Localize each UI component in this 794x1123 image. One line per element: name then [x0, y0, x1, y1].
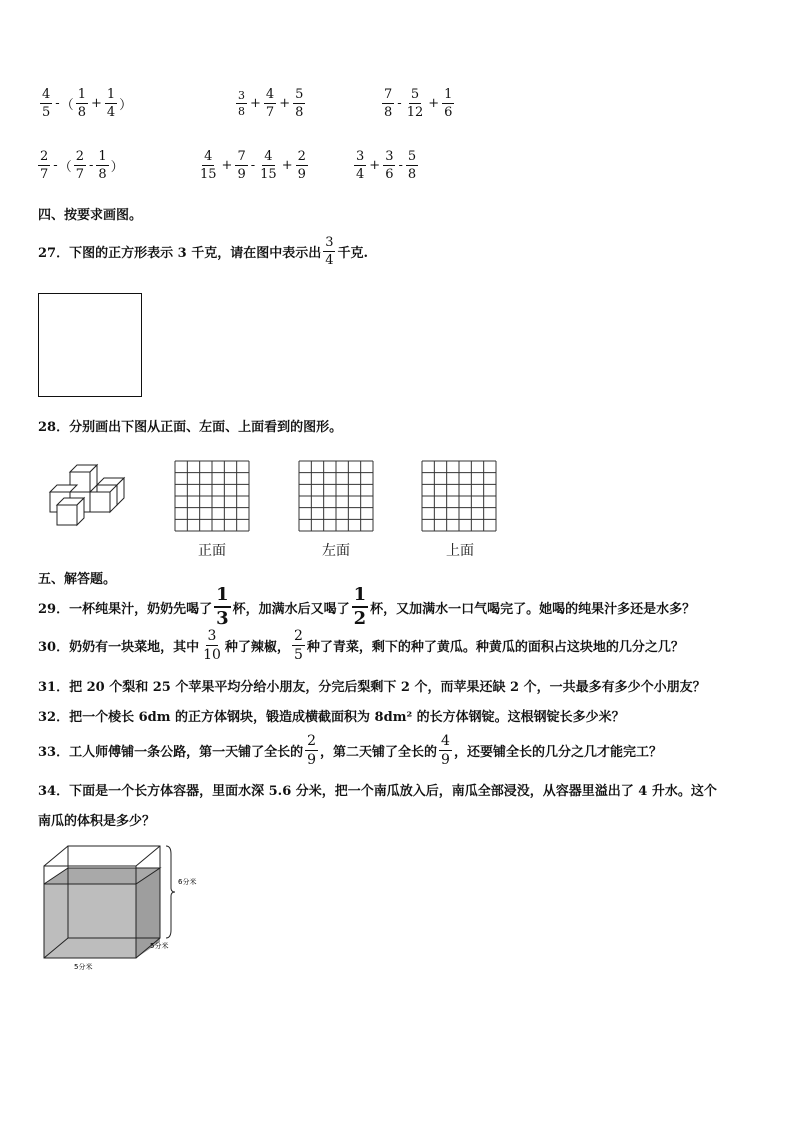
- question-29: 29．一杯纯果汁，奶奶先喝了 $\frac{1}{3}$ 杯，加满水后又喝了 $\frac{1}{2}$ 杯，又加满水一口气喝完了。她喝的纯果汁多还是水多？: [38, 584, 696, 629]
- fraction: $\frac{5}{12}$: [406, 87, 424, 120]
- cube-stack: [40, 462, 132, 532]
- fraction: $\frac{4}{9}$: [441, 733, 450, 768]
- expression-4: $\frac{2}{7}$ - （ $\frac{2}{7}$ - $\frac{1}{8}$ ）: [40, 149, 124, 182]
- expression-6: $\frac{3}{4}$ + $\frac{3}{6}$ - $\frac{5}{8}$: [356, 149, 417, 182]
- question-34-line1: 34．下面是一个长方体容器，里面水深 5.6 分米，把一个南瓜放入后，南瓜全部浸没，从容器里溢出了 4 升水。这个: [38, 784, 717, 799]
- question-32: 32．把一个棱长 6dm 的正方体钢块，锻造成横截面积为 8dm² 的长方体钢锭。这根钢锭长多少米？: [38, 710, 625, 725]
- fraction: $\frac{4}{7}$: [265, 87, 275, 120]
- fraction: $\frac{1}{2}$: [353, 584, 367, 629]
- section-4-heading: 四、按要求画图。: [38, 208, 143, 223]
- fraction: $\frac{1}{4}$: [106, 87, 116, 120]
- fraction: $\frac{4}{15}$: [260, 149, 277, 182]
- expression-5: $\frac{4}{15}$ + $\frac{7}{9}$ - $\frac{4}{15}$ + $\frac{2}{9}$: [200, 149, 306, 182]
- fraction: $\frac{1}{8}$: [98, 149, 107, 182]
- expression-2: $\frac{3}{8}$ + $\frac{4}{7}$ + $\frac{5}{8}$: [238, 87, 304, 120]
- fraction: $\frac{3}{10}$: [203, 628, 221, 663]
- question-27: 27．下图的正方形表示 3 千克，请在图中表示出 $\frac{3}{4}$ 千克.: [38, 235, 369, 268]
- fraction: $\frac{2}{7}$: [75, 149, 84, 182]
- width-label: 5分米: [74, 963, 93, 971]
- question-34-line2: 南瓜的体积是多少？: [38, 814, 156, 829]
- fraction: $\frac{5}{8}$: [407, 149, 417, 182]
- left-view-label: 左面: [322, 543, 350, 559]
- fraction: $\frac{2}{7}$: [40, 149, 49, 182]
- fraction: $\frac{4}{15}$: [200, 149, 217, 182]
- fraction: $\frac{1}{3}$: [216, 584, 229, 629]
- height-label: 6分米: [178, 878, 197, 886]
- fraction: $\frac{7}{9}$: [237, 149, 246, 182]
- front-view-grid[interactable]: [174, 460, 250, 532]
- section-5-heading: 五、解答题。: [38, 572, 117, 587]
- fraction: $\frac{2}{5}$: [293, 628, 303, 663]
- fraction: $\frac{5}{8}$: [295, 87, 304, 120]
- fraction: $\frac{2}{9}$: [307, 733, 317, 768]
- fraction: $\frac{3}{6}$: [385, 149, 394, 182]
- question-31: 31．把 20 个梨和 25 个苹果平均分给小朋友，分完后梨剩下 2 个，而苹果还缺 2 个，一共最多有多少个小朋友？: [38, 680, 706, 695]
- square-box[interactable]: [38, 293, 142, 397]
- top-view-grid[interactable]: [421, 460, 497, 532]
- top-view-label: 上面: [446, 543, 474, 559]
- fraction: $\frac{1}{6}$: [444, 87, 453, 120]
- fraction: $\frac{3}{8}$: [238, 89, 245, 118]
- question-30: 30．奶奶有一块菜地，其中 $\frac{3}{10}$ 种了辣椒， $\frac{2}{5}$ 种了青菜，剩下的种了黄瓜。种黄瓜的面积占这块地的几分之几？: [38, 628, 684, 663]
- left-view-grid[interactable]: [298, 460, 374, 532]
- expression-3: $\frac{7}{8}$ - $\frac{5}{12}$ + $\frac{1}{6}$: [384, 87, 453, 120]
- fraction: $\frac{2}{9}$: [297, 149, 306, 182]
- front-view-label: 正面: [198, 543, 226, 559]
- fraction: $\frac{1}{8}$: [77, 87, 86, 120]
- depth-label: 5分米: [150, 942, 169, 950]
- question-28: 28．分别画出下图从正面、左面、上面看到的图形。: [38, 420, 343, 435]
- water-container-figure: [40, 842, 210, 972]
- question-33: 33．工人师傅铺一条公路，第一天铺了全长的 $\frac{2}{9}$ ，第二天铺了全长的 $\frac{4}{9}$ ，还要铺全长的几分之几才能完工？: [38, 733, 662, 768]
- fraction: $\frac{4}{5}$: [42, 87, 51, 120]
- fraction: $\frac{3}{4}$: [325, 235, 334, 268]
- fraction: $\frac{7}{8}$: [384, 87, 393, 120]
- expression-1: $\frac{4}{5}$ - （ $\frac{1}{8}$ + $\frac{1}{4}$ ）: [42, 87, 133, 120]
- fraction: $\frac{3}{4}$: [356, 149, 365, 182]
